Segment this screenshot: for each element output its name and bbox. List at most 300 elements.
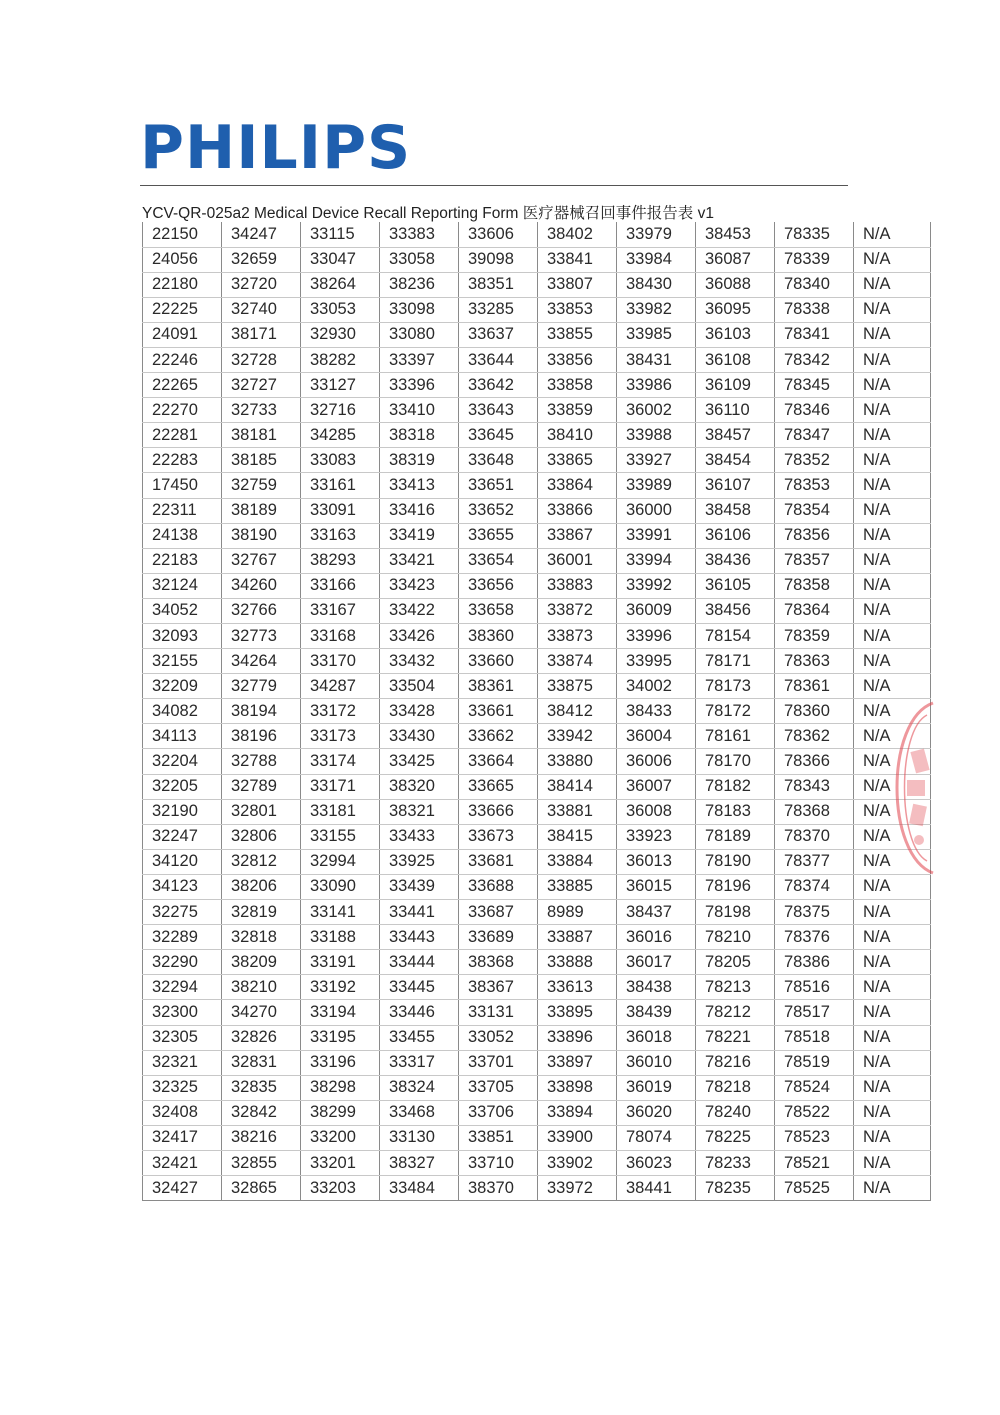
table-cell-serial: 78173: [696, 674, 775, 699]
table-cell-serial: 32417: [143, 1125, 222, 1150]
table-cell-serial: 32835: [222, 1075, 301, 1100]
table-row: [143, 975, 931, 1000]
table-cell-serial: 33155: [301, 824, 380, 849]
table-cell-serial: 33433: [380, 824, 459, 849]
table-row: [143, 900, 931, 925]
table-cell-na: N/A: [854, 347, 931, 372]
table-cell-serial: 33053: [301, 297, 380, 322]
table-cell-serial: 38433: [617, 699, 696, 724]
table-cell-serial: 38412: [538, 699, 617, 724]
table-cell-serial: 33484: [380, 1176, 459, 1201]
table-cell-serial: 32275: [143, 900, 222, 925]
table-cell-serial: 32408: [143, 1100, 222, 1125]
table-cell-serial: 32865: [222, 1176, 301, 1201]
table-cell-serial: 32155: [143, 649, 222, 674]
table-row: [143, 297, 931, 322]
table-cell-serial: 38299: [301, 1100, 380, 1125]
table-cell-serial: 33994: [617, 548, 696, 573]
table-cell-serial: 36017: [617, 950, 696, 975]
serial-number-table: [142, 222, 931, 1201]
table-cell-serial: 33171: [301, 774, 380, 799]
table-cell-serial: 32716: [301, 398, 380, 423]
table-cell-serial: 33895: [538, 1000, 617, 1025]
table-cell-serial: 33996: [617, 624, 696, 649]
table-cell-na: N/A: [854, 649, 931, 674]
table-cell-serial: 33188: [301, 925, 380, 950]
table-cell-serial: 33426: [380, 624, 459, 649]
table-cell-na: N/A: [854, 498, 931, 523]
table-cell-serial: 33853: [538, 297, 617, 322]
table-row: [143, 724, 931, 749]
table-cell-na: N/A: [854, 1150, 931, 1175]
table-cell-serial: 33173: [301, 724, 380, 749]
table-cell-serial: 78074: [617, 1125, 696, 1150]
table-cell-serial: 33883: [538, 573, 617, 598]
table-cell-serial: 33441: [380, 900, 459, 925]
table-cell-serial: 33047: [301, 247, 380, 272]
table-row: [143, 322, 931, 347]
table-row: [143, 774, 931, 799]
table-cell-serial: 78386: [775, 950, 854, 975]
table-cell-serial: 38368: [459, 950, 538, 975]
table-cell-serial: 33161: [301, 473, 380, 498]
table-cell-serial: 33982: [617, 297, 696, 322]
table-cell-serial: 32421: [143, 1150, 222, 1175]
table-cell-serial: 33317: [380, 1050, 459, 1075]
table-cell-serial: 78517: [775, 1000, 854, 1025]
table-cell-serial: 33855: [538, 322, 617, 347]
table-cell-serial: 33972: [538, 1176, 617, 1201]
table-cell-serial: 38264: [301, 272, 380, 297]
table-cell-serial: 38318: [380, 423, 459, 448]
table-cell-serial: 38453: [696, 222, 775, 247]
table-cell-serial: 33874: [538, 649, 617, 674]
table-cell-serial: 38206: [222, 874, 301, 899]
table-cell-serial: 33673: [459, 824, 538, 849]
table-cell-serial: 33080: [380, 322, 459, 347]
table-cell-serial: 32427: [143, 1176, 222, 1201]
table-cell-serial: 32325: [143, 1075, 222, 1100]
table-row: [143, 874, 931, 899]
table-cell-serial: 38321: [380, 799, 459, 824]
table-cell-serial: 38190: [222, 523, 301, 548]
table-cell-serial: 33416: [380, 498, 459, 523]
table-cell-na: N/A: [854, 799, 931, 824]
table-cell-serial: 32773: [222, 624, 301, 649]
table-cell-serial: 78345: [775, 373, 854, 398]
table-cell-serial: 33090: [301, 874, 380, 899]
table-cell-serial: 33083: [301, 448, 380, 473]
table-cell-serial: 78524: [775, 1075, 854, 1100]
table-row: [143, 1000, 931, 1025]
table-cell-na: N/A: [854, 322, 931, 347]
table-cell-serial: 38414: [538, 774, 617, 799]
table-cell-serial: 33984: [617, 247, 696, 272]
table-cell-serial: 34082: [143, 699, 222, 724]
table-cell-serial: 33897: [538, 1050, 617, 1075]
table-cell-serial: 33656: [459, 573, 538, 598]
table-cell-na: N/A: [854, 925, 931, 950]
table-cell-serial: 24138: [143, 523, 222, 548]
table-cell-serial: 33196: [301, 1050, 380, 1075]
table-cell-serial: 33423: [380, 573, 459, 598]
table-cell-serial: 78353: [775, 473, 854, 498]
table-cell-serial: 36109: [696, 373, 775, 398]
table-cell-serial: 33430: [380, 724, 459, 749]
table-cell-serial: 36006: [617, 749, 696, 774]
table-cell-serial: 33898: [538, 1075, 617, 1100]
table-cell-serial: 78154: [696, 624, 775, 649]
table-cell-serial: 33681: [459, 849, 538, 874]
table-cell-serial: 33127: [301, 373, 380, 398]
table-cell-serial: 38430: [617, 272, 696, 297]
table-cell-serial: 32733: [222, 398, 301, 423]
table-cell-serial: 33170: [301, 649, 380, 674]
table-cell-serial: 22283: [143, 448, 222, 473]
table-cell-serial: 33660: [459, 649, 538, 674]
table-cell-serial: 33664: [459, 749, 538, 774]
table-cell-serial: 33880: [538, 749, 617, 774]
table-cell-serial: 38196: [222, 724, 301, 749]
table-cell-serial: 78170: [696, 749, 775, 774]
table-cell-serial: 36095: [696, 297, 775, 322]
table-cell-serial: 78376: [775, 925, 854, 950]
table-cell-serial: 78161: [696, 724, 775, 749]
table-cell-serial: 33194: [301, 1000, 380, 1025]
table-cell-serial: 33432: [380, 649, 459, 674]
table-cell-serial: 33504: [380, 674, 459, 699]
table-cell-serial: 33859: [538, 398, 617, 423]
table-cell-serial: 36020: [617, 1100, 696, 1125]
table-cell-serial: 38437: [617, 900, 696, 925]
philips-logo: PHILIPS: [140, 113, 412, 183]
table-cell-serial: 32289: [143, 925, 222, 950]
table-cell-serial: 78354: [775, 498, 854, 523]
table-cell-serial: 32826: [222, 1025, 301, 1050]
table-cell-serial: 78523: [775, 1125, 854, 1150]
table-cell-serial: 78522: [775, 1100, 854, 1125]
table-row: [143, 849, 931, 874]
table-cell-serial: 78342: [775, 347, 854, 372]
table-cell-na: N/A: [854, 598, 931, 623]
table-cell-serial: 33689: [459, 925, 538, 950]
table-cell-serial: 33873: [538, 624, 617, 649]
table-row: [143, 1176, 931, 1201]
table-cell-serial: 33894: [538, 1100, 617, 1125]
table-row: [143, 498, 931, 523]
form-title: YCV-QR-025a2 Medical Device Recall Reporting Form 医疗器械召回事件报告表 v1: [142, 205, 714, 222]
table-cell-serial: 33864: [538, 473, 617, 498]
table-cell-serial: 33167: [301, 598, 380, 623]
table-cell-serial: 32124: [143, 573, 222, 598]
table-cell-serial: 78235: [696, 1176, 775, 1201]
table-cell-serial: 32727: [222, 373, 301, 398]
table-cell-serial: 33992: [617, 573, 696, 598]
table-cell-serial: 38402: [538, 222, 617, 247]
table-cell-na: N/A: [854, 448, 931, 473]
table-cell-serial: 36019: [617, 1075, 696, 1100]
table-cell-serial: 33419: [380, 523, 459, 548]
table-cell-serial: 38210: [222, 975, 301, 1000]
table-cell-serial: 33652: [459, 498, 538, 523]
table-cell-serial: 22183: [143, 548, 222, 573]
table-cell-serial: 78190: [696, 849, 775, 874]
table-cell-serial: 36016: [617, 925, 696, 950]
table-cell-na: N/A: [854, 900, 931, 925]
table-cell-serial: 32767: [222, 548, 301, 573]
table-cell-serial: 33688: [459, 874, 538, 899]
table-cell-serial: 78346: [775, 398, 854, 423]
table-row: [143, 548, 931, 573]
table-row: [143, 1025, 931, 1050]
table-cell-serial: 38439: [617, 1000, 696, 1025]
table-cell-serial: 34287: [301, 674, 380, 699]
table-cell-serial: 36087: [696, 247, 775, 272]
table-cell-serial: 78374: [775, 874, 854, 899]
table-cell-serial: 33444: [380, 950, 459, 975]
table-cell-serial: 32728: [222, 347, 301, 372]
table-cell-na: N/A: [854, 849, 931, 874]
table-cell-serial: 78172: [696, 699, 775, 724]
table-cell-serial: 32842: [222, 1100, 301, 1125]
table-cell-serial: 33858: [538, 373, 617, 398]
table-row: [143, 347, 931, 372]
table-cell-serial: 33443: [380, 925, 459, 950]
table-cell-serial: 34264: [222, 649, 301, 674]
table-cell-serial: 78366: [775, 749, 854, 774]
table-cell-serial: 78340: [775, 272, 854, 297]
table-cell-serial: 33445: [380, 975, 459, 1000]
table-cell-serial: 33875: [538, 674, 617, 699]
table-cell-serial: 38436: [696, 548, 775, 573]
table-cell-na: N/A: [854, 473, 931, 498]
table-cell-serial: 32819: [222, 900, 301, 925]
table-cell-serial: 78182: [696, 774, 775, 799]
table-row: [143, 473, 931, 498]
table-row: [143, 1150, 931, 1175]
table-cell-serial: 22180: [143, 272, 222, 297]
table-cell-serial: 38360: [459, 624, 538, 649]
table-row: [143, 674, 931, 699]
table-cell-na: N/A: [854, 1176, 931, 1201]
table-cell-serial: 38185: [222, 448, 301, 473]
table-cell-serial: 36107: [696, 473, 775, 498]
table-cell-serial: 34270: [222, 1000, 301, 1025]
table-cell-serial: 78370: [775, 824, 854, 849]
table-cell-na: N/A: [854, 1100, 931, 1125]
table-row: [143, 649, 931, 674]
table-cell-serial: 32740: [222, 297, 301, 322]
table-cell-serial: 78240: [696, 1100, 775, 1125]
table-cell-serial: 33168: [301, 624, 380, 649]
table-cell-serial: 38324: [380, 1075, 459, 1100]
table-cell-serial: 38209: [222, 950, 301, 975]
table-cell-serial: 33421: [380, 548, 459, 573]
table-cell-serial: 33637: [459, 322, 538, 347]
table-cell-na: N/A: [854, 749, 931, 774]
table-row: [143, 950, 931, 975]
table-row: [143, 598, 931, 623]
table-cell-serial: 38457: [696, 423, 775, 448]
table-cell-na: N/A: [854, 1025, 931, 1050]
table-row: [143, 573, 931, 598]
table-cell-serial: 78196: [696, 874, 775, 899]
table-cell-serial: 38293: [301, 548, 380, 573]
table-cell-serial: 78183: [696, 799, 775, 824]
table-cell-na: N/A: [854, 548, 931, 573]
table-cell-serial: 32659: [222, 247, 301, 272]
table-cell-serial: 78521: [775, 1150, 854, 1175]
table-cell-serial: 34113: [143, 724, 222, 749]
table-cell-serial: 78519: [775, 1050, 854, 1075]
table-cell-serial: 78216: [696, 1050, 775, 1075]
table-cell-serial: 33422: [380, 598, 459, 623]
table-cell-na: N/A: [854, 824, 931, 849]
table-cell-serial: 36000: [617, 498, 696, 523]
table-cell-serial: 78361: [775, 674, 854, 699]
table-cell-serial: 36010: [617, 1050, 696, 1075]
table-cell-serial: 33115: [301, 222, 380, 247]
table-cell-serial: 32766: [222, 598, 301, 623]
table-cell-serial: 32779: [222, 674, 301, 699]
table-cell-serial: 33654: [459, 548, 538, 573]
table-cell-serial: 33446: [380, 1000, 459, 1025]
table-cell-serial: 32305: [143, 1025, 222, 1050]
table-cell-serial: 36013: [617, 849, 696, 874]
table-cell-serial: 78218: [696, 1075, 775, 1100]
table-cell-serial: 33645: [459, 423, 538, 448]
table-cell-serial: 33706: [459, 1100, 538, 1125]
table-cell-serial: 38282: [301, 347, 380, 372]
table-cell-serial: 33181: [301, 799, 380, 824]
table-cell-serial: 32294: [143, 975, 222, 1000]
table-cell-serial: 36018: [617, 1025, 696, 1050]
table-cell-serial: 24091: [143, 322, 222, 347]
table-cell-serial: 33396: [380, 373, 459, 398]
table-cell-serial: 17450: [143, 473, 222, 498]
table-cell-serial: 33881: [538, 799, 617, 824]
table-cell-serial: 34285: [301, 423, 380, 448]
table-cell-serial: 33888: [538, 950, 617, 975]
table-cell-serial: 78221: [696, 1025, 775, 1050]
table-cell-serial: 38320: [380, 774, 459, 799]
table-cell-serial: 33200: [301, 1125, 380, 1150]
table-cell-serial: 33455: [380, 1025, 459, 1050]
table-cell-serial: 33201: [301, 1150, 380, 1175]
table-cell-serial: 38458: [696, 498, 775, 523]
table-cell-serial: 78375: [775, 900, 854, 925]
table-cell-serial: 78525: [775, 1176, 854, 1201]
table-cell-serial: 36103: [696, 322, 775, 347]
table-cell-serial: 33986: [617, 373, 696, 398]
table-cell-serial: 78205: [696, 950, 775, 975]
table-cell-na: N/A: [854, 272, 931, 297]
table-cell-serial: 38298: [301, 1075, 380, 1100]
table-cell-serial: 38456: [696, 598, 775, 623]
table-row: [143, 222, 931, 247]
table-cell-serial: 78212: [696, 1000, 775, 1025]
table-cell-serial: 78343: [775, 774, 854, 799]
table-row: [143, 398, 931, 423]
table-cell-serial: 33644: [459, 347, 538, 372]
table-cell-serial: 78364: [775, 598, 854, 623]
table-cell-serial: 33203: [301, 1176, 380, 1201]
table-cell-serial: 33979: [617, 222, 696, 247]
table-cell-serial: 78338: [775, 297, 854, 322]
table-cell-serial: 38327: [380, 1150, 459, 1175]
table-cell-serial: 38189: [222, 498, 301, 523]
table-cell-na: N/A: [854, 1050, 931, 1075]
table-cell-serial: 32994: [301, 849, 380, 874]
table-cell-serial: 33658: [459, 598, 538, 623]
table-row: [143, 373, 931, 398]
table-cell-serial: 32759: [222, 473, 301, 498]
table-cell-serial: 33643: [459, 398, 538, 423]
table-cell-na: N/A: [854, 573, 931, 598]
table-cell-serial: 33191: [301, 950, 380, 975]
table-cell-serial: 32204: [143, 749, 222, 774]
table-row: [143, 1050, 931, 1075]
table-cell-serial: 22225: [143, 297, 222, 322]
table-cell-serial: 32855: [222, 1150, 301, 1175]
table-row: [143, 925, 931, 950]
table-cell-serial: 33651: [459, 473, 538, 498]
table-cell-serial: 33439: [380, 874, 459, 899]
table-cell-serial: 33867: [538, 523, 617, 548]
table-cell-serial: 38351: [459, 272, 538, 297]
table-cell-serial: 33896: [538, 1025, 617, 1050]
table-cell-serial: 36108: [696, 347, 775, 372]
table-cell-serial: 34002: [617, 674, 696, 699]
table-cell-serial: 78213: [696, 975, 775, 1000]
table-cell-serial: 33648: [459, 448, 538, 473]
table-cell-na: N/A: [854, 975, 931, 1000]
table-cell-serial: 32789: [222, 774, 301, 799]
table-cell-serial: 32812: [222, 849, 301, 874]
table-cell-serial: 33885: [538, 874, 617, 899]
table-cell-serial: 33131: [459, 1000, 538, 1025]
table-cell-serial: 78357: [775, 548, 854, 573]
table-cell-serial: 38438: [617, 975, 696, 1000]
table-cell-serial: 33642: [459, 373, 538, 398]
table-cell-na: N/A: [854, 699, 931, 724]
table-cell-serial: 78341: [775, 322, 854, 347]
table-cell-serial: 38415: [538, 824, 617, 849]
table-cell-serial: 78362: [775, 724, 854, 749]
table-cell-serial: 34247: [222, 222, 301, 247]
table-cell-serial: 32290: [143, 950, 222, 975]
table-cell-serial: 33141: [301, 900, 380, 925]
table-cell-serial: 33098: [380, 297, 459, 322]
table-cell-serial: 78210: [696, 925, 775, 950]
table-cell-serial: 78335: [775, 222, 854, 247]
table-cell-serial: 32321: [143, 1050, 222, 1075]
table-cell-serial: 32209: [143, 674, 222, 699]
table-cell-serial: 36004: [617, 724, 696, 749]
table-cell-serial: 78189: [696, 824, 775, 849]
table-cell-na: N/A: [854, 1125, 931, 1150]
table-cell-serial: 34123: [143, 874, 222, 899]
table-cell-serial: 78368: [775, 799, 854, 824]
table-cell-serial: 33991: [617, 523, 696, 548]
table-cell-serial: 33710: [459, 1150, 538, 1175]
table-cell-serial: 33900: [538, 1125, 617, 1150]
table-cell-serial: 33865: [538, 448, 617, 473]
table-cell-serial: 32247: [143, 824, 222, 849]
table-cell-serial: 33988: [617, 423, 696, 448]
table-cell-na: N/A: [854, 1075, 931, 1100]
table-cell-serial: 36001: [538, 548, 617, 573]
